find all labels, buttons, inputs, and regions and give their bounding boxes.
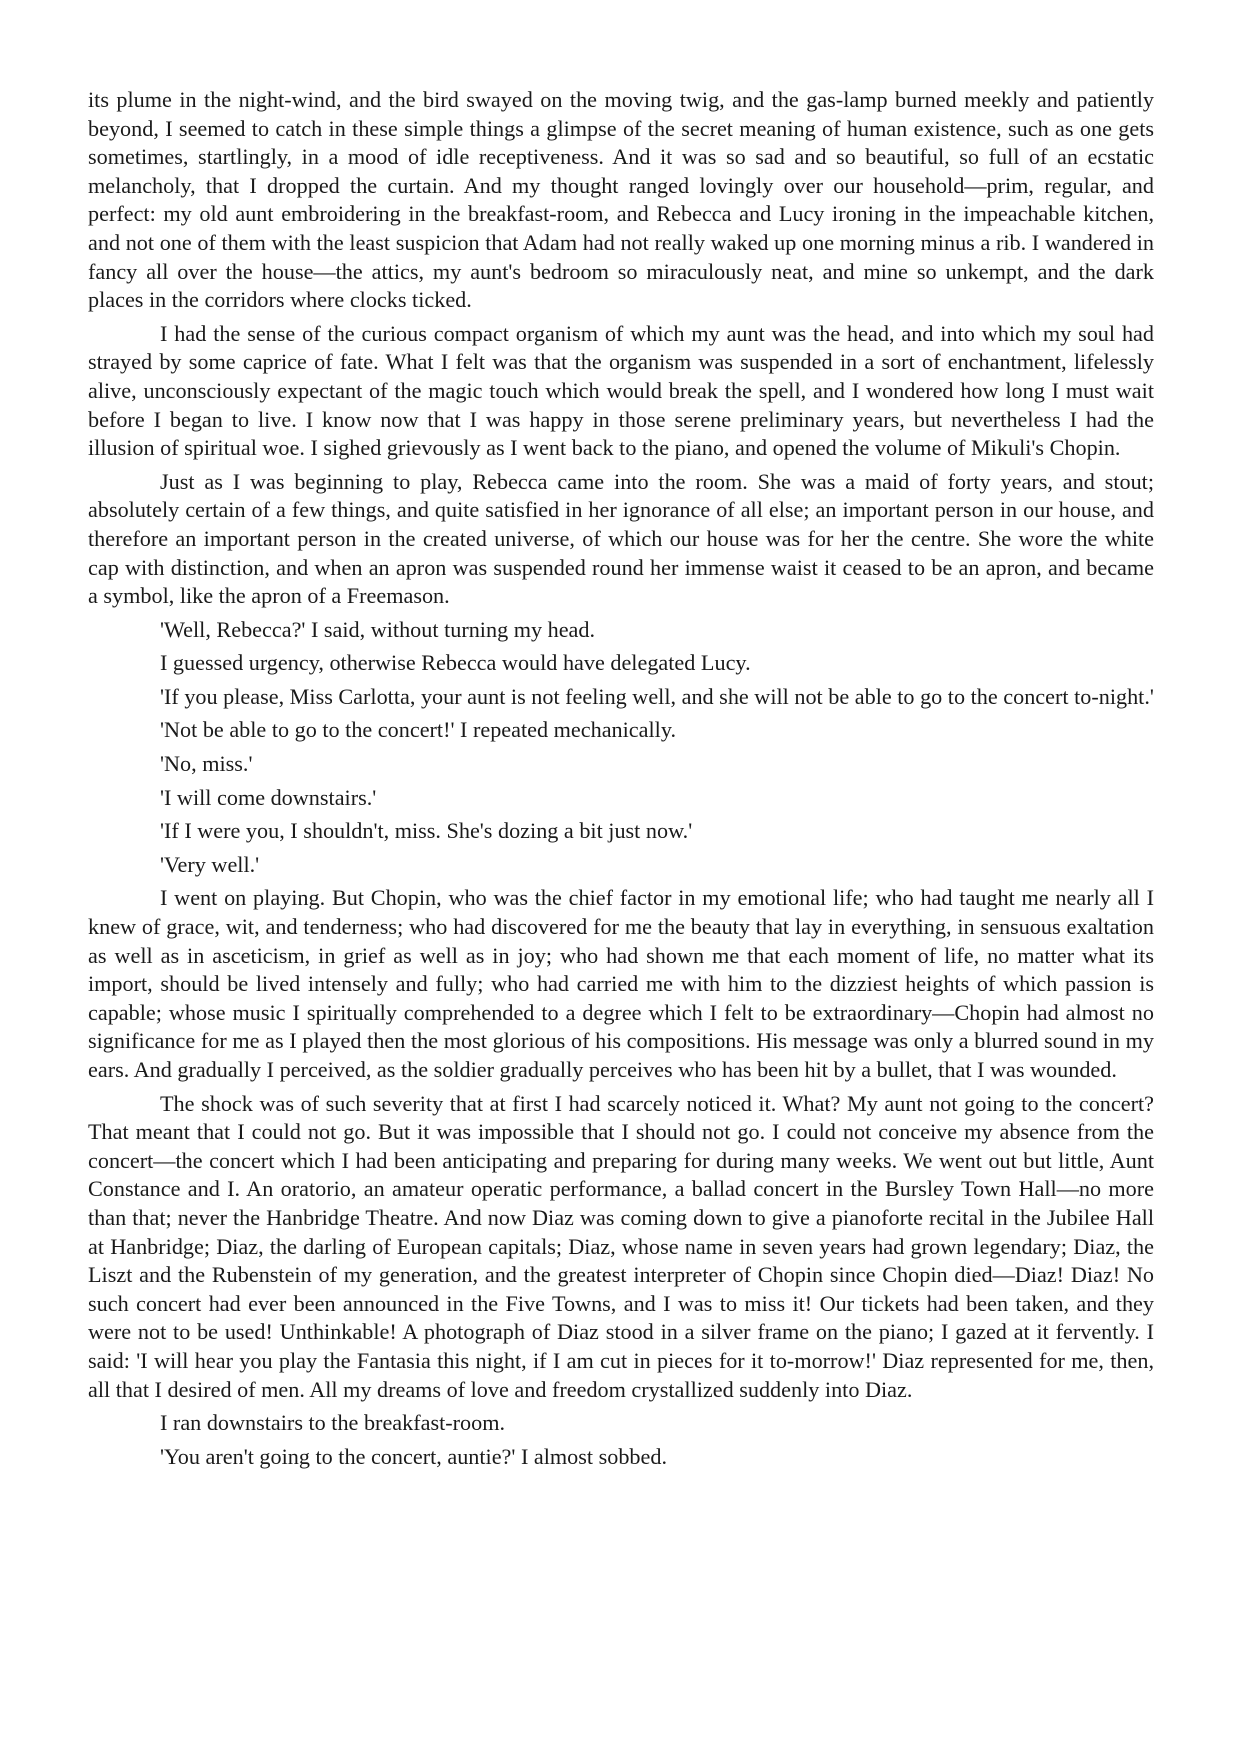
paragraph-8: 'No, miss.' xyxy=(160,751,253,777)
paragraph-4: 'Well, Rebecca?' I said, without turning my head. xyxy=(160,616,596,642)
paragraph-12: I went on playing. But Chopin, who was the chief factor in my emotional life; who had taught me nearly all I knew of grace, wit, and tenderness; who had discovered for me the beauty that lay in everything, in sensuous exaltation as well as in asceticism, in grief as well as in joy; who had shown me that each moment of life, no matter what its import, should be lived intensely and fully; who had carried me with him to the dizziest heights of which passion is capable; whose music I spiritually comprehended to a degree which I felt to be extraordinary—Chopin had almost no significance for me as I played then the most glorious of his compositions. His message was only a blurred sound in my ears. And gradually I perceived, as the soldier gradually perceives who has been hit by a bullet, that I was wounded. xyxy=(88,885,1154,1082)
paragraph-10: 'If I were you, I shouldn't, miss. She's dozing a bit just now.' xyxy=(160,818,693,844)
paragraph-7: 'Not be able to go to the concert!' I repeated mechanically. xyxy=(160,717,677,743)
paragraph-6: 'If you please, Miss Carlotta, your aunt is not feeling well, and she will not be able to go to the concert to-night.' xyxy=(160,683,1154,709)
paragraph-9: 'I will come downstairs.' xyxy=(160,784,377,810)
paragraph-1: its plume in the night-wind, and the bird swayed on the moving twig, and the gas-lamp burned meekly and patiently beyond, I seemed to catch in these simple things a glimpse of the secret meaning of human existence, such as one gets sometimes, startlingly, in a mood of idle receptiveness. And it was so sad and so beautiful, so full of an ecstatic melancholy, that I dropped the curtain. And my thought ranged lovingly over our household—prim, regular, and perfect: my old aunt embroidering in the breakfast-room, and Rebecca and Lucy ironing in the impeachable kitchen, and not one of them with the least suspicion that Adam had not really waked up one morning minus a rib. I wandered in fancy all over the house—the attics, my aunt's bedroom so miraculously neat, and mine so unkempt, and the dark places in the corridors where clocks ticked. xyxy=(88,87,1154,313)
paragraph-13: The shock was of such severity that at first I had scarcely noticed it. What? My aunt not going to the concert? That meant that I could not go. But it was impossible that I should not go. I could not conceive my absence from the concert—the concert which I had been anticipating and preparing for during many weeks. We went out but little, Aunt Constance and I. An oratorio, an amateur operatic performance, a ballad concert in the Bursley Town Hall—no more than that; never the Hanbridge Theatre. And now Diaz was coming down to give a pianoforte recital in the Jubilee Hall at Hanbridge; Diaz, the darling of European capitals; Diaz, whose name in seven years had grown legendary; Diaz, the Liszt and the Rubenstein of my generation, and the greatest interpreter of Chopin since Chopin died—Diaz! Diaz! No such concert had ever been announced in the Five Towns, and I was to miss it! Our tickets had been taken, and they were not to be used! Unthinkable! A photograph of Diaz stood in a silver frame on the piano; I gazed at it fervently. I said: 'I will hear you play the Fantasia this night, if I am cut in pieces for it to-morrow!' Diaz represented for me, then, all that I desired of men. All my dreams of love and freedom crystallized suddenly into Diaz. xyxy=(88,1090,1154,1402)
book-page xyxy=(88,86,1154,1476)
paragraph-3: Just as I was beginning to play, Rebecca came into the room. She was a maid of forty years, and stout; absolutely certain of a few things, and quite satisfied in her ignorance of all else; an important person in our house, and therefore an important person in the created universe, of which our house was for her the centre. She wore the white cap with distinction, and when an apron was suspended round her immense waist it ceased to be an apron, and became a symbol, like the apron of a Freemason. xyxy=(88,468,1154,609)
paragraph-11: 'Very well.' xyxy=(160,851,260,877)
paragraph-2: I had the sense of the curious compact organism of which my aunt was the head, and into which my soul had strayed by some caprice of fate. What I felt was that the organism was suspended in a sort of enchantment, lifelessly alive, unconsciously expectant of the magic touch which would break the spell, and I wondered how long I must wait before I began to live. I know now that I was happy in those serene preliminary years, but nevertheless I had the illusion of spiritual woe. I sighed grievously as I went back to the piano, and opened the volume of Mikuli's Chopin. xyxy=(88,320,1154,461)
paragraph-15: 'You aren't going to the concert, auntie?' I almost sobbed. xyxy=(160,1443,667,1469)
paragraph-14: I ran downstairs to the breakfast-room. xyxy=(160,1410,506,1436)
paragraph-5: I guessed urgency, otherwise Rebecca would have delegated Lucy. xyxy=(160,650,751,676)
